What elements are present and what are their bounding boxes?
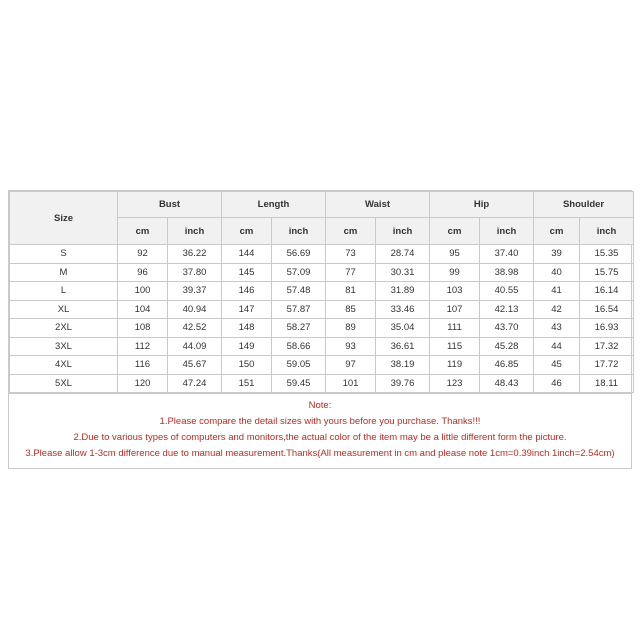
unit-header-cm: cm bbox=[326, 218, 376, 245]
measurement-cell: 116 bbox=[118, 356, 168, 375]
measurement-cell: 59.05 bbox=[272, 356, 326, 375]
measurement-cell: 39 bbox=[534, 245, 580, 264]
table-row bbox=[10, 300, 634, 319]
measurement-cell: 17.72 bbox=[580, 356, 634, 375]
measurement-cell: 40.94 bbox=[168, 300, 222, 319]
measurement-cell: 40 bbox=[534, 263, 580, 282]
measurement-cell: 95 bbox=[430, 245, 480, 264]
measurement-cell: 39.37 bbox=[168, 282, 222, 301]
measurement-cell: 145 bbox=[222, 263, 272, 282]
group-header-row bbox=[10, 192, 634, 218]
measurement-cell: 151 bbox=[222, 374, 272, 393]
measurement-cell: 38.98 bbox=[480, 263, 534, 282]
measurement-cell: 46 bbox=[534, 374, 580, 393]
measurement-cell: 42.13 bbox=[480, 300, 534, 319]
measurement-cell: 144 bbox=[222, 245, 272, 264]
measurement-cell: 37.40 bbox=[480, 245, 534, 264]
measurement-cell: 149 bbox=[222, 337, 272, 356]
size-table bbox=[9, 191, 634, 393]
measurement-cell: 104 bbox=[118, 300, 168, 319]
measurement-cell: 81 bbox=[326, 282, 376, 301]
size-cell: L bbox=[10, 282, 118, 301]
size-cell: 2XL bbox=[10, 319, 118, 338]
measurement-cell: 101 bbox=[326, 374, 376, 393]
measurement-cell: 89 bbox=[326, 319, 376, 338]
unit-header-cm: cm bbox=[430, 218, 480, 245]
measurement-cell: 47.24 bbox=[168, 374, 222, 393]
measurement-cell: 107 bbox=[430, 300, 480, 319]
measurement-cell: 33.46 bbox=[376, 300, 430, 319]
measurement-cell: 18.11 bbox=[580, 374, 634, 393]
size-cell: 3XL bbox=[10, 337, 118, 356]
measurement-cell: 58.66 bbox=[272, 337, 326, 356]
measurement-cell: 44.09 bbox=[168, 337, 222, 356]
note-line-2: 2.Due to various types of computers and monitors,the actual color of the item may be a little different form the picture. bbox=[73, 432, 567, 443]
measurement-cell: 16.14 bbox=[580, 282, 634, 301]
unit-header-inch: inch bbox=[272, 218, 326, 245]
size-cell: 5XL bbox=[10, 374, 118, 393]
measurement-cell: 17.32 bbox=[580, 337, 634, 356]
measurement-cell: 85 bbox=[326, 300, 376, 319]
measurement-cell: 56.69 bbox=[272, 245, 326, 264]
measurement-cell: 44 bbox=[534, 337, 580, 356]
unit-header-cm: cm bbox=[534, 218, 580, 245]
note-line-1: 1.Please compare the detail sizes with yours before you purchase. Thanks!!! bbox=[159, 416, 481, 427]
measurement-cell: 39.76 bbox=[376, 374, 430, 393]
measurement-cell: 120 bbox=[118, 374, 168, 393]
measurement-cell: 99 bbox=[430, 263, 480, 282]
measurement-cell: 92 bbox=[118, 245, 168, 264]
measurement-cell: 42.52 bbox=[168, 319, 222, 338]
measurement-cell: 15.75 bbox=[580, 263, 634, 282]
measurement-cell: 146 bbox=[222, 282, 272, 301]
measurement-cell: 123 bbox=[430, 374, 480, 393]
table-row bbox=[10, 374, 634, 393]
measurement-cell: 57.87 bbox=[272, 300, 326, 319]
unit-header-inch: inch bbox=[168, 218, 222, 245]
measurement-cell: 46.85 bbox=[480, 356, 534, 375]
measurement-cell: 59.45 bbox=[272, 374, 326, 393]
measurement-cell: 103 bbox=[430, 282, 480, 301]
group-header-waist: Waist bbox=[326, 192, 430, 218]
measurement-cell: 115 bbox=[430, 337, 480, 356]
measurement-cell: 45.28 bbox=[480, 337, 534, 356]
measurement-cell: 36.22 bbox=[168, 245, 222, 264]
measurement-cell: 77 bbox=[326, 263, 376, 282]
measurement-cell: 73 bbox=[326, 245, 376, 264]
measurement-cell: 96 bbox=[118, 263, 168, 282]
measurement-cell: 100 bbox=[118, 282, 168, 301]
size-chart bbox=[8, 190, 632, 469]
measurement-cell: 41 bbox=[534, 282, 580, 301]
measurement-cell: 16.54 bbox=[580, 300, 634, 319]
size-cell: 4XL bbox=[10, 356, 118, 375]
size-table-body bbox=[10, 245, 634, 393]
measurement-cell: 93 bbox=[326, 337, 376, 356]
unit-header-cm: cm bbox=[222, 218, 272, 245]
measurement-cell: 148 bbox=[222, 319, 272, 338]
measurement-cell: 35.04 bbox=[376, 319, 430, 338]
measurement-cell: 119 bbox=[430, 356, 480, 375]
group-header-shoulder: Shoulder bbox=[534, 192, 634, 218]
note-block bbox=[9, 393, 631, 468]
measurement-cell: 43 bbox=[534, 319, 580, 338]
table-row bbox=[10, 263, 634, 282]
unit-header-inch: inch bbox=[580, 218, 634, 245]
size-cell: M bbox=[10, 263, 118, 282]
measurement-cell: 43.70 bbox=[480, 319, 534, 338]
measurement-cell: 38.19 bbox=[376, 356, 430, 375]
size-header: Size bbox=[10, 192, 118, 245]
group-header-hip: Hip bbox=[430, 192, 534, 218]
measurement-cell: 147 bbox=[222, 300, 272, 319]
measurement-cell: 28.74 bbox=[376, 245, 430, 264]
measurement-cell: 108 bbox=[118, 319, 168, 338]
measurement-cell: 37.80 bbox=[168, 263, 222, 282]
note-line-3: 3.Please allow 1-3cm difference due to manual measurement.Thanks(All measurement in cm and please note 1cm=0.39inch 1inch=2.54cm) bbox=[25, 448, 615, 459]
group-header-length: Length bbox=[222, 192, 326, 218]
measurement-cell: 45.67 bbox=[168, 356, 222, 375]
measurement-cell: 42 bbox=[534, 300, 580, 319]
measurement-cell: 111 bbox=[430, 319, 480, 338]
measurement-cell: 57.09 bbox=[272, 263, 326, 282]
measurement-cell: 30.31 bbox=[376, 263, 430, 282]
table-row bbox=[10, 337, 634, 356]
measurement-cell: 40.55 bbox=[480, 282, 534, 301]
measurement-cell: 57.48 bbox=[272, 282, 326, 301]
group-header-bust: Bust bbox=[118, 192, 222, 218]
size-cell: XL bbox=[10, 300, 118, 319]
measurement-cell: 16.93 bbox=[580, 319, 634, 338]
note-title: Note: bbox=[308, 400, 332, 411]
measurement-cell: 112 bbox=[118, 337, 168, 356]
measurement-cell: 58.27 bbox=[272, 319, 326, 338]
table-row bbox=[10, 319, 634, 338]
table-row bbox=[10, 245, 634, 264]
unit-header-cm: cm bbox=[118, 218, 168, 245]
size-cell: S bbox=[10, 245, 118, 264]
measurement-cell: 31.89 bbox=[376, 282, 430, 301]
measurement-cell: 45 bbox=[534, 356, 580, 375]
unit-header-inch: inch bbox=[376, 218, 430, 245]
measurement-cell: 36.61 bbox=[376, 337, 430, 356]
unit-header-inch: inch bbox=[480, 218, 534, 245]
measurement-cell: 150 bbox=[222, 356, 272, 375]
measurement-cell: 97 bbox=[326, 356, 376, 375]
measurement-cell: 15.35 bbox=[580, 245, 634, 264]
table-row bbox=[10, 356, 634, 375]
measurement-cell: 48.43 bbox=[480, 374, 534, 393]
table-row bbox=[10, 282, 634, 301]
